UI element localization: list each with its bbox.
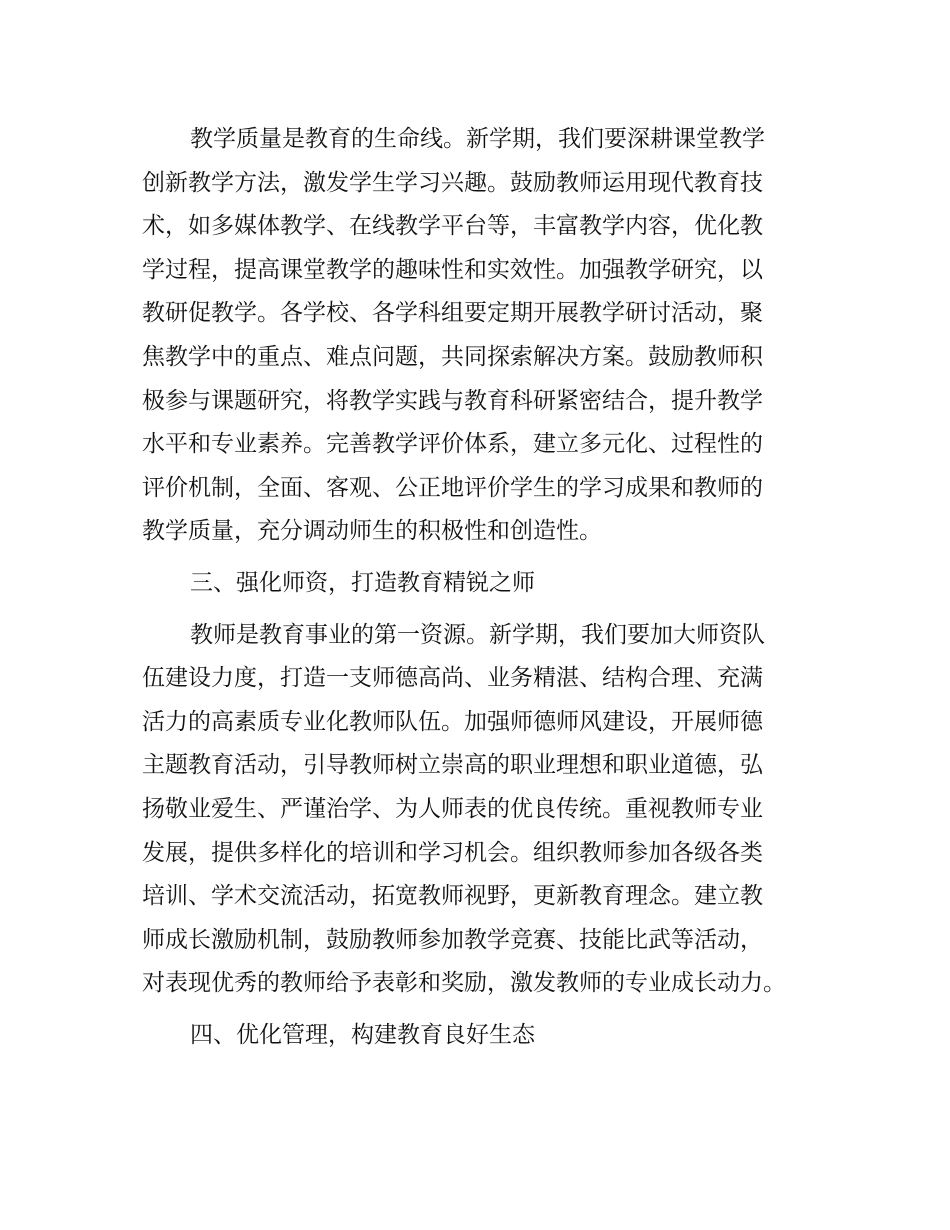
paragraph-line: 学过程，提高课堂教学的趣味性和实效性。加强教学研究，以 bbox=[142, 256, 763, 283]
paragraph-teaching-quality bbox=[142, 118, 832, 554]
document-page bbox=[142, 118, 832, 1057]
paragraph-line: 伍建设力度，打造一支师德高尚、业务精湛、结构合理、充满 bbox=[142, 665, 763, 692]
section-heading-4: 四、优化管理，构建教育良好生态 bbox=[190, 1021, 535, 1048]
paragraph-line: 创新教学方法，激发学生学习兴趣。鼓励教师运用现代教育技 bbox=[142, 169, 763, 196]
paragraph-line: 焦教学中的重点、难点问题，共同探索解决方案。鼓励教师积 bbox=[142, 343, 763, 370]
paragraph-teacher-team bbox=[142, 614, 832, 1006]
paragraph-line: 对表现优秀的教师给予表彰和奖励，激发教师的专业成长动力。 bbox=[142, 970, 786, 997]
paragraph-line: 活力的高素质专业化教师队伍。加强师德师风建设，开展师德 bbox=[142, 708, 763, 735]
section-heading-3: 三、强化师资，打造教育精锐之师 bbox=[190, 569, 535, 596]
paragraph-line: 极参与课题研究，将教学实践与教育科研紧密结合，提升教学 bbox=[142, 387, 763, 414]
paragraph-line: 教学质量是教育的生命线。新学期，我们要深耕课堂教学 bbox=[190, 126, 765, 152]
paragraph-line: 发展，提供多样化的培训和学习机会。组织教师参加各级各类 bbox=[142, 839, 763, 866]
paragraph-line: 评价机制，全面、客观、公正地评价学生的学习成果和教师的 bbox=[142, 474, 763, 501]
paragraph-line: 扬敬业爱生、严谨治学、为人师表的优良传统。重视教师专业 bbox=[142, 795, 763, 822]
paragraph-line: 教研促教学。各学校、各学科组要定期开展教学研讨活动，聚 bbox=[142, 300, 763, 327]
paragraph-line: 术，如多媒体教学、在线教学平台等，丰富教学内容，优化教 bbox=[142, 213, 763, 240]
paragraph-line: 水平和专业素养。完善教学评价体系，建立多元化、过程性的 bbox=[142, 431, 763, 458]
paragraph-line: 教师是教育事业的第一资源。新学期，我们要加大师资队 bbox=[190, 621, 765, 648]
paragraph-line: 培训、学术交流活动，拓宽教师视野，更新教育理念。建立教 bbox=[142, 883, 763, 910]
paragraph-line: 主题教育活动，引导教师树立崇高的职业理想和职业道德，弘 bbox=[142, 752, 763, 779]
paragraph-line: 师成长激励机制，鼓励教师参加教学竞赛、技能比武等活动， bbox=[142, 926, 763, 953]
paragraph-line: 教学质量，充分调动师生的积极性和创造性。 bbox=[142, 518, 602, 545]
